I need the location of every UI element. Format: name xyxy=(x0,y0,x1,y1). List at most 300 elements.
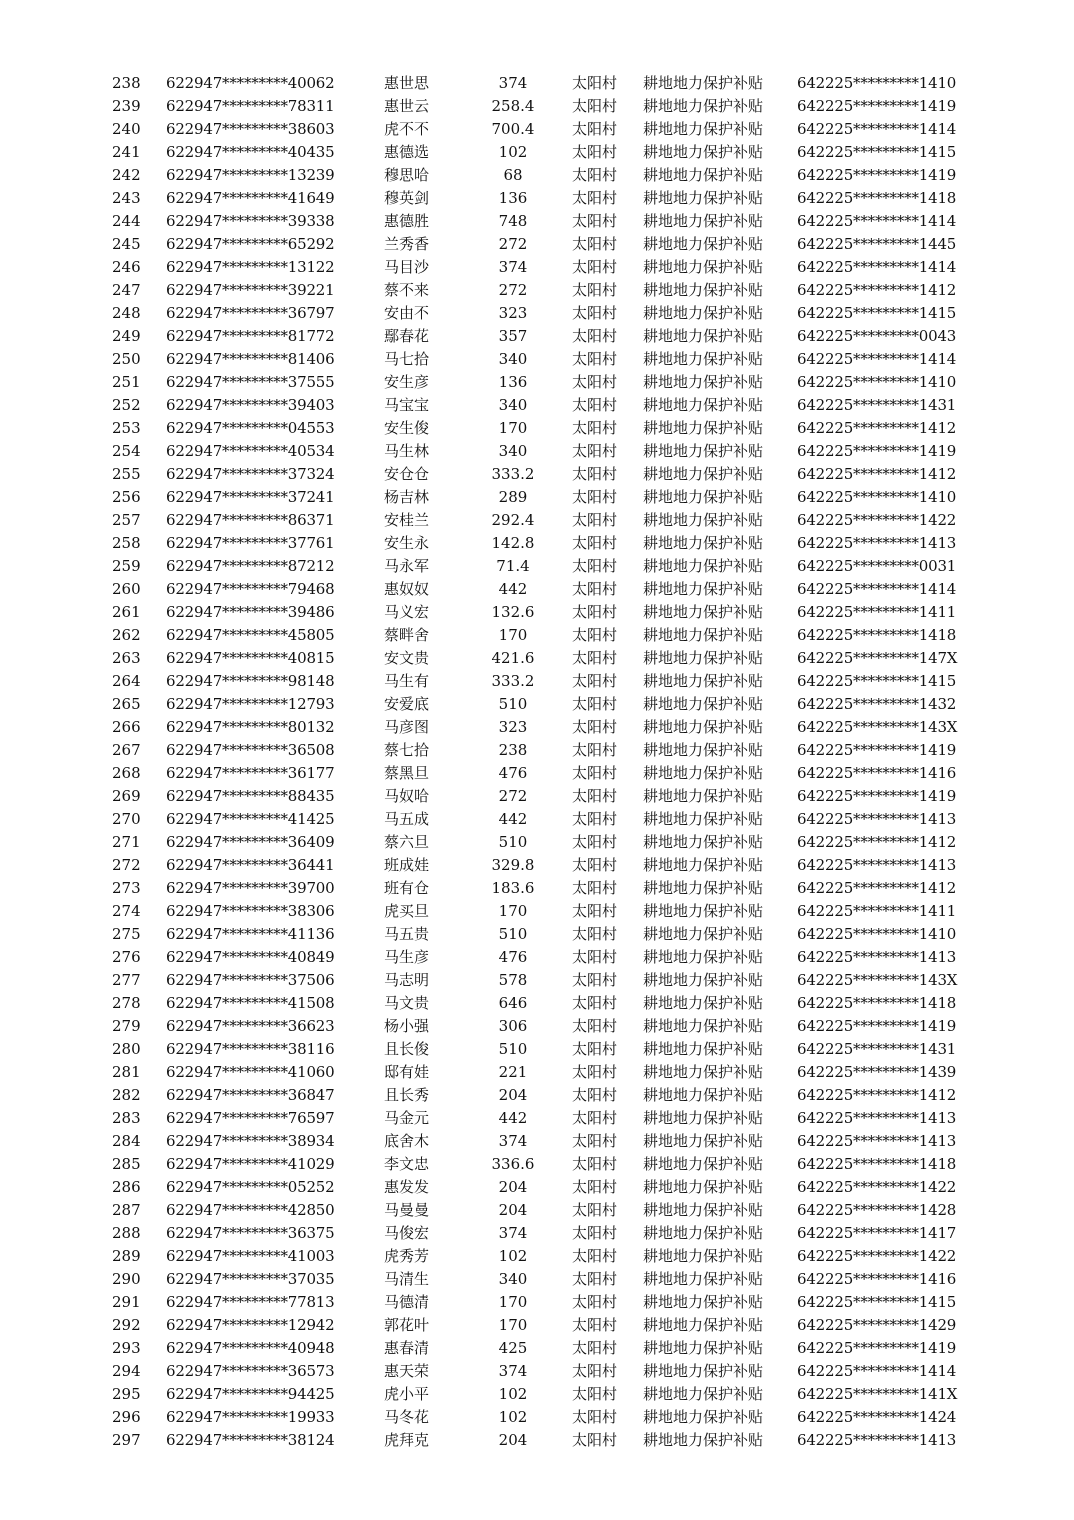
table-row xyxy=(0,877,1074,900)
person-name: 安生永 xyxy=(384,534,430,552)
table-row xyxy=(0,946,1074,969)
subsidy-amount: 102 xyxy=(498,1408,528,1426)
subsidy-amount: 306 xyxy=(498,1017,528,1035)
bank-account: 622947*********36623 xyxy=(166,1017,335,1035)
bank-account: 622947*********37241 xyxy=(166,488,335,506)
person-name: 穆英剑 xyxy=(384,189,430,207)
subsidy-amount: 170 xyxy=(498,902,528,920)
subsidy-item: 耕地地力保护补贴 xyxy=(643,833,764,851)
village-name: 太阳村 xyxy=(572,1109,618,1127)
person-name: 马冬花 xyxy=(384,1408,430,1426)
id-number: 642225*********1416 xyxy=(797,1270,957,1288)
person-name: 马永军 xyxy=(384,557,430,575)
row-number: 256 xyxy=(112,488,141,506)
person-name: 班有仓 xyxy=(384,879,430,897)
person-name: 杨小强 xyxy=(384,1017,430,1035)
id-number: 642225*********1439 xyxy=(797,1063,957,1081)
row-number: 255 xyxy=(112,465,141,483)
village-name: 太阳村 xyxy=(572,350,618,368)
subsidy-item: 耕地地力保护补贴 xyxy=(643,879,764,897)
subsidy-item: 耕地地力保护补贴 xyxy=(643,120,764,138)
subsidy-item: 耕地地力保护补贴 xyxy=(643,212,764,230)
table-row xyxy=(0,1176,1074,1199)
row-number: 292 xyxy=(112,1316,141,1334)
person-name: 马文贵 xyxy=(384,994,430,1012)
person-name: 郭花叶 xyxy=(384,1316,430,1334)
table-row xyxy=(0,463,1074,486)
subsidy-item: 耕地地力保护补贴 xyxy=(643,327,764,345)
subsidy-item: 耕地地力保护补贴 xyxy=(643,1339,764,1357)
bank-account: 622947*********65292 xyxy=(166,235,335,253)
village-name: 太阳村 xyxy=(572,1293,618,1311)
id-number: 642225*********1413 xyxy=(797,948,957,966)
subsidy-amount: 170 xyxy=(498,1316,528,1334)
person-name: 蔡七拾 xyxy=(384,741,430,759)
table-row xyxy=(0,371,1074,394)
subsidy-item: 耕地地力保护补贴 xyxy=(643,373,764,391)
row-number: 279 xyxy=(112,1017,141,1035)
row-number: 245 xyxy=(112,235,141,253)
row-number: 276 xyxy=(112,948,141,966)
row-number: 285 xyxy=(112,1155,141,1173)
subsidy-item: 耕地地力保护补贴 xyxy=(643,971,764,989)
subsidy-amount: 442 xyxy=(498,810,528,828)
village-name: 太阳村 xyxy=(572,787,618,805)
village-name: 太阳村 xyxy=(572,281,618,299)
bank-account: 622947*********40534 xyxy=(166,442,335,460)
subsidy-item: 耕地地力保护补贴 xyxy=(643,741,764,759)
bank-account: 622947*********41029 xyxy=(166,1155,335,1173)
id-number: 642225*********1410 xyxy=(797,488,957,506)
subsidy-item: 耕地地力保护补贴 xyxy=(643,1224,764,1242)
person-name: 惠发发 xyxy=(384,1178,430,1196)
id-number: 642225*********143X xyxy=(797,971,958,989)
subsidy-amount: 510 xyxy=(498,925,528,943)
person-name: 蔡六旦 xyxy=(384,833,430,851)
person-name: 安桂兰 xyxy=(384,511,430,529)
person-name: 马五成 xyxy=(384,810,430,828)
subsidy-item: 耕地地力保护补贴 xyxy=(643,189,764,207)
person-name: 安由不 xyxy=(384,304,430,322)
bank-account: 622947*********38603 xyxy=(166,120,335,138)
table-row xyxy=(0,1061,1074,1084)
id-number: 642225*********1415 xyxy=(797,143,957,161)
table-row xyxy=(0,578,1074,601)
person-name: 马曼曼 xyxy=(384,1201,430,1219)
village-name: 太阳村 xyxy=(572,327,618,345)
bank-account: 622947*********37761 xyxy=(166,534,335,552)
table-row xyxy=(0,325,1074,348)
id-number: 642225*********1414 xyxy=(797,258,957,276)
bank-account: 622947*********41649 xyxy=(166,189,335,207)
bank-account: 622947*********36508 xyxy=(166,741,335,759)
id-number: 642225*********1418 xyxy=(797,1155,957,1173)
subsidy-item: 耕地地力保护补贴 xyxy=(643,350,764,368)
bank-account: 622947*********41136 xyxy=(166,925,335,943)
id-number: 642225*********1412 xyxy=(797,1086,957,1104)
id-number: 642225*********1414 xyxy=(797,580,957,598)
subsidy-amount: 578 xyxy=(498,971,528,989)
person-name: 惠德选 xyxy=(384,143,430,161)
village-name: 太阳村 xyxy=(572,810,618,828)
bank-account: 622947*********12793 xyxy=(166,695,335,713)
subsidy-amount: 170 xyxy=(498,419,528,437)
village-name: 太阳村 xyxy=(572,258,618,276)
row-number: 260 xyxy=(112,580,141,598)
bank-account: 622947*********36375 xyxy=(166,1224,335,1242)
person-name: 鄢春花 xyxy=(384,327,430,345)
village-name: 太阳村 xyxy=(572,373,618,391)
id-number: 642225*********1415 xyxy=(797,1293,957,1311)
person-name: 穆思哈 xyxy=(384,166,430,184)
subsidy-amount: 510 xyxy=(498,833,528,851)
village-name: 太阳村 xyxy=(572,672,618,690)
bank-account: 622947*********36441 xyxy=(166,856,335,874)
person-name: 马彦图 xyxy=(384,718,430,736)
subsidy-amount: 329.8 xyxy=(491,856,535,874)
bank-account: 622947*********04553 xyxy=(166,419,335,437)
bank-account: 622947*********86371 xyxy=(166,511,335,529)
subsidy-amount: 442 xyxy=(498,580,528,598)
subsidy-amount: 700.4 xyxy=(491,120,535,138)
village-name: 太阳村 xyxy=(572,557,618,575)
person-name: 马奴哈 xyxy=(384,787,430,805)
id-number: 642225*********1410 xyxy=(797,925,957,943)
subsidy-item: 耕地地力保护补贴 xyxy=(643,97,764,115)
table-row xyxy=(0,1429,1074,1452)
village-name: 太阳村 xyxy=(572,833,618,851)
subsidy-amount: 289 xyxy=(498,488,528,506)
bank-account: 622947*********38124 xyxy=(166,1431,335,1449)
subsidy-amount: 340 xyxy=(498,1270,528,1288)
subsidy-item: 耕地地力保护补贴 xyxy=(643,534,764,552)
village-name: 太阳村 xyxy=(572,1362,618,1380)
subsidy-amount: 748 xyxy=(498,212,528,230)
person-name: 马宝宝 xyxy=(384,396,430,414)
bank-account: 622947*********79468 xyxy=(166,580,335,598)
row-number: 241 xyxy=(112,143,141,161)
village-name: 太阳村 xyxy=(572,1385,618,1403)
village-name: 太阳村 xyxy=(572,994,618,1012)
id-number: 642225*********1419 xyxy=(797,166,957,184)
subsidy-amount: 170 xyxy=(498,626,528,644)
table-row xyxy=(0,716,1074,739)
bank-account: 622947*********40849 xyxy=(166,948,335,966)
subsidy-amount: 374 xyxy=(498,1224,528,1242)
subsidy-amount: 238 xyxy=(498,741,528,759)
id-number: 642225*********1428 xyxy=(797,1201,957,1219)
row-number: 289 xyxy=(112,1247,141,1265)
row-number: 282 xyxy=(112,1086,141,1104)
village-name: 太阳村 xyxy=(572,1132,618,1150)
person-name: 惠天荣 xyxy=(384,1362,430,1380)
table-row xyxy=(0,1222,1074,1245)
table-row xyxy=(0,95,1074,118)
village-name: 太阳村 xyxy=(572,1431,618,1449)
bank-account: 622947*********42850 xyxy=(166,1201,335,1219)
village-name: 太阳村 xyxy=(572,120,618,138)
bank-account: 622947*********80132 xyxy=(166,718,335,736)
village-name: 太阳村 xyxy=(572,235,618,253)
subsidy-amount: 336.6 xyxy=(491,1155,535,1173)
subsidy-amount: 292.4 xyxy=(491,511,535,529)
id-number: 642225*********1418 xyxy=(797,626,957,644)
row-number: 240 xyxy=(112,120,141,138)
id-number: 642225*********1419 xyxy=(797,787,957,805)
table-row xyxy=(0,670,1074,693)
table-row xyxy=(0,509,1074,532)
id-number: 642225*********1417 xyxy=(797,1224,957,1242)
subsidy-amount: 221 xyxy=(498,1063,528,1081)
subsidy-amount: 142.8 xyxy=(491,534,535,552)
subsidy-item: 耕地地力保护补贴 xyxy=(643,580,764,598)
id-number: 642225*********1416 xyxy=(797,764,957,782)
subsidy-table xyxy=(0,72,1074,1452)
table-row xyxy=(0,1291,1074,1314)
subsidy-amount: 510 xyxy=(498,695,528,713)
bank-account: 622947*********45805 xyxy=(166,626,335,644)
subsidy-item: 耕地地力保护补贴 xyxy=(643,1431,764,1449)
subsidy-amount: 102 xyxy=(498,1385,528,1403)
table-row xyxy=(0,210,1074,233)
id-number: 642225*********1412 xyxy=(797,833,957,851)
id-number: 642225*********1413 xyxy=(797,1132,957,1150)
row-number: 263 xyxy=(112,649,141,667)
id-number: 642225*********1419 xyxy=(797,1339,957,1357)
bank-account: 622947*********94425 xyxy=(166,1385,335,1403)
village-name: 太阳村 xyxy=(572,580,618,598)
row-number: 267 xyxy=(112,741,141,759)
village-name: 太阳村 xyxy=(572,74,618,92)
row-number: 243 xyxy=(112,189,141,207)
id-number: 642225*********1412 xyxy=(797,879,957,897)
id-number: 642225*********147X xyxy=(797,649,958,667)
row-number: 290 xyxy=(112,1270,141,1288)
person-name: 惠德胜 xyxy=(384,212,430,230)
village-name: 太阳村 xyxy=(572,465,618,483)
subsidy-amount: 132.6 xyxy=(491,603,535,621)
subsidy-item: 耕地地力保护补贴 xyxy=(643,649,764,667)
subsidy-amount: 340 xyxy=(498,350,528,368)
id-number: 642225*********1418 xyxy=(797,994,957,1012)
bank-account: 622947*********36177 xyxy=(166,764,335,782)
subsidy-amount: 183.6 xyxy=(491,879,535,897)
subsidy-amount: 476 xyxy=(498,764,528,782)
subsidy-amount: 333.2 xyxy=(491,465,535,483)
village-name: 太阳村 xyxy=(572,856,618,874)
subsidy-amount: 476 xyxy=(498,948,528,966)
bank-account: 622947*********37035 xyxy=(166,1270,335,1288)
id-number: 642225*********1422 xyxy=(797,1178,957,1196)
bank-account: 622947*********36797 xyxy=(166,304,335,322)
subsidy-amount: 258.4 xyxy=(491,97,535,115)
subsidy-amount: 374 xyxy=(498,74,528,92)
table-row xyxy=(0,555,1074,578)
row-number: 259 xyxy=(112,557,141,575)
subsidy-item: 耕地地力保护补贴 xyxy=(643,166,764,184)
subsidy-item: 耕地地力保护补贴 xyxy=(643,304,764,322)
table-row xyxy=(0,900,1074,923)
person-name: 马德清 xyxy=(384,1293,430,1311)
id-number: 642225*********1413 xyxy=(797,1431,957,1449)
subsidy-amount: 136 xyxy=(498,189,528,207)
bank-account: 622947*********36847 xyxy=(166,1086,335,1104)
subsidy-item: 耕地地力保护补贴 xyxy=(643,1201,764,1219)
subsidy-item: 耕地地力保护补贴 xyxy=(643,764,764,782)
bank-account: 622947*********19933 xyxy=(166,1408,335,1426)
village-name: 太阳村 xyxy=(572,166,618,184)
person-name: 安爱底 xyxy=(384,695,430,713)
id-number: 642225*********0043 xyxy=(797,327,957,345)
bank-account: 622947*********39486 xyxy=(166,603,335,621)
bank-account: 622947*********87212 xyxy=(166,557,335,575)
table-row xyxy=(0,233,1074,256)
table-row xyxy=(0,279,1074,302)
table-row xyxy=(0,762,1074,785)
row-number: 261 xyxy=(112,603,141,621)
row-number: 275 xyxy=(112,925,141,943)
person-name: 底舍木 xyxy=(384,1132,430,1150)
row-number: 239 xyxy=(112,97,141,115)
row-number: 238 xyxy=(112,74,141,92)
bank-account: 622947*********88435 xyxy=(166,787,335,805)
row-number: 246 xyxy=(112,258,141,276)
id-number: 642225*********1413 xyxy=(797,534,957,552)
table-row xyxy=(0,141,1074,164)
subsidy-item: 耕地地力保护补贴 xyxy=(643,488,764,506)
person-name: 虎小平 xyxy=(384,1385,430,1403)
row-number: 293 xyxy=(112,1339,141,1357)
id-number: 642225*********141X xyxy=(797,1385,958,1403)
table-row xyxy=(0,1107,1074,1130)
subsidy-item: 耕地地力保护补贴 xyxy=(643,1362,764,1380)
table-row xyxy=(0,831,1074,854)
table-row xyxy=(0,1383,1074,1406)
person-name: 马五贵 xyxy=(384,925,430,943)
bank-account: 622947*********39221 xyxy=(166,281,335,299)
row-number: 273 xyxy=(112,879,141,897)
village-name: 太阳村 xyxy=(572,1339,618,1357)
row-number: 249 xyxy=(112,327,141,345)
bank-account: 622947*********81772 xyxy=(166,327,335,345)
subsidy-item: 耕地地力保护补贴 xyxy=(643,143,764,161)
id-number: 642225*********1418 xyxy=(797,189,957,207)
person-name: 马志明 xyxy=(384,971,430,989)
subsidy-amount: 204 xyxy=(498,1178,528,1196)
subsidy-item: 耕地地力保护补贴 xyxy=(643,672,764,690)
table-row xyxy=(0,1245,1074,1268)
row-number: 258 xyxy=(112,534,141,552)
table-row xyxy=(0,1015,1074,1038)
person-name: 惠世云 xyxy=(384,97,430,115)
village-name: 太阳村 xyxy=(572,718,618,736)
person-name: 班成娃 xyxy=(384,856,430,874)
village-name: 太阳村 xyxy=(572,764,618,782)
row-number: 297 xyxy=(112,1431,141,1449)
id-number: 642225*********1414 xyxy=(797,1362,957,1380)
person-name: 且长秀 xyxy=(384,1086,430,1104)
bank-account: 622947*********38934 xyxy=(166,1132,335,1150)
person-name: 惠春清 xyxy=(384,1339,430,1357)
subsidy-amount: 272 xyxy=(498,281,528,299)
bank-account: 622947*********05252 xyxy=(166,1178,335,1196)
village-name: 太阳村 xyxy=(572,879,618,897)
table-row xyxy=(0,1038,1074,1061)
village-name: 太阳村 xyxy=(572,603,618,621)
row-number: 280 xyxy=(112,1040,141,1058)
village-name: 太阳村 xyxy=(572,442,618,460)
person-name: 兰秀香 xyxy=(384,235,430,253)
person-name: 虎拜克 xyxy=(384,1431,430,1449)
table-row xyxy=(0,256,1074,279)
id-number: 642225*********1445 xyxy=(797,235,957,253)
subsidy-item: 耕地地力保护补贴 xyxy=(643,1385,764,1403)
village-name: 太阳村 xyxy=(572,212,618,230)
person-name: 马金元 xyxy=(384,1109,430,1127)
row-number: 274 xyxy=(112,902,141,920)
village-name: 太阳村 xyxy=(572,304,618,322)
subsidy-amount: 272 xyxy=(498,787,528,805)
person-name: 安生俊 xyxy=(384,419,430,437)
id-number: 642225*********1415 xyxy=(797,672,957,690)
subsidy-amount: 323 xyxy=(498,304,528,322)
bank-account: 622947*********37506 xyxy=(166,971,335,989)
subsidy-item: 耕地地力保护补贴 xyxy=(643,258,764,276)
village-name: 太阳村 xyxy=(572,97,618,115)
row-number: 269 xyxy=(112,787,141,805)
subsidy-amount: 333.2 xyxy=(491,672,535,690)
bank-account: 622947*********37555 xyxy=(166,373,335,391)
person-name: 安仓仓 xyxy=(384,465,430,483)
row-number: 295 xyxy=(112,1385,141,1403)
row-number: 244 xyxy=(112,212,141,230)
subsidy-item: 耕地地力保护补贴 xyxy=(643,994,764,1012)
row-number: 250 xyxy=(112,350,141,368)
subsidy-amount: 510 xyxy=(498,1040,528,1058)
bank-account: 622947*********41060 xyxy=(166,1063,335,1081)
row-number: 257 xyxy=(112,511,141,529)
table-row xyxy=(0,624,1074,647)
subsidy-amount: 136 xyxy=(498,373,528,391)
person-name: 惠世思 xyxy=(384,74,430,92)
subsidy-item: 耕地地力保护补贴 xyxy=(643,74,764,92)
id-number: 642225*********1412 xyxy=(797,419,957,437)
subsidy-amount: 374 xyxy=(498,1362,528,1380)
village-name: 太阳村 xyxy=(572,1040,618,1058)
id-number: 642225*********1419 xyxy=(797,442,957,460)
row-number: 264 xyxy=(112,672,141,690)
subsidy-amount: 68 xyxy=(503,166,523,184)
subsidy-amount: 204 xyxy=(498,1086,528,1104)
row-number: 296 xyxy=(112,1408,141,1426)
table-row xyxy=(0,417,1074,440)
table-row xyxy=(0,302,1074,325)
subsidy-item: 耕地地力保护补贴 xyxy=(643,1178,764,1196)
subsidy-amount: 272 xyxy=(498,235,528,253)
bank-account: 622947*********38116 xyxy=(166,1040,335,1058)
village-name: 太阳村 xyxy=(572,488,618,506)
subsidy-amount: 102 xyxy=(498,1247,528,1265)
bank-account: 622947*********41425 xyxy=(166,810,335,828)
subsidy-amount: 646 xyxy=(498,994,528,1012)
table-row xyxy=(0,601,1074,624)
row-number: 247 xyxy=(112,281,141,299)
village-name: 太阳村 xyxy=(572,189,618,207)
bank-account: 622947*********36573 xyxy=(166,1362,335,1380)
subsidy-amount: 442 xyxy=(498,1109,528,1127)
id-number: 642225*********1419 xyxy=(797,741,957,759)
person-name: 惠奴奴 xyxy=(384,580,430,598)
